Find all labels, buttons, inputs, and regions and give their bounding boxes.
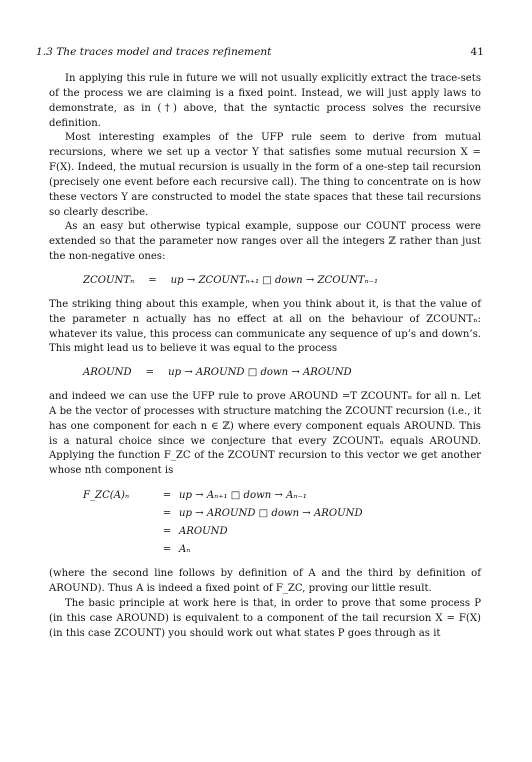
aligned-derivation <box>83 489 481 557</box>
paragraph-1: In applying this rule in future we will not usually explicitly extract the trace-sets of the process we are claiming is a fixed point. Instead, we will just apply laws to demonstrate, as in (†) above, that the syntactic process solves the recursive definition. <box>49 73 481 129</box>
equals-sign: = <box>162 525 172 537</box>
paragraph-3: As an easy but otherwise typical example, suppose our COUNT process were extended so that the parameter now ranges over all the integers ℤ rather than just the non-negative ones: <box>49 221 481 263</box>
page-number: 41 <box>470 46 484 58</box>
paragraph-4: The striking thing about this example, when you think about it, is that the value of the parameter n actually has no effect at all on the behaviour of ZCOUNTₙ: whatever its value, this process can communicate any sequence of up’s and down’s. This might lead us to believe it was equal to the process <box>49 298 481 355</box>
paragraph-2: Most interesting examples of the UFP rule seem to derive from mutual recursions, where we set up a vector Y that satisfies some mutual recursion X = F(X). Indeed, the mutual recursion is usually in the form of a one-step tail recursion (precisely one event before each recursive call). The thing to concentrate on is how these vectors Y are constructed to model the state spaces that these tail recursions so clearly describe. <box>49 132 481 218</box>
equation-lhs: AROUND <box>83 367 132 379</box>
derivation-step: up → Aₙ₊₁ □ down → Aₙ₋₁ <box>179 490 307 502</box>
equals-sign: = <box>162 490 172 502</box>
equation-around <box>83 366 481 381</box>
equation-rhs: up → ZCOUNTₙ₊₁ □ down → ZCOUNTₙ₋₁ <box>170 274 379 286</box>
equals-sign: = <box>162 543 172 555</box>
equation-zcount <box>83 274 481 289</box>
derivation-step: up → AROUND □ down → AROUND <box>179 507 363 519</box>
section-title: 1.3 The traces model and traces refinement <box>36 46 272 58</box>
derivation-step: AROUND <box>179 525 228 537</box>
equals-sign: = <box>148 274 157 286</box>
equals-sign: = <box>145 367 155 379</box>
text-body <box>49 72 481 642</box>
running-header <box>36 46 484 58</box>
equation-lhs: ZCOUNTₙ <box>83 274 135 286</box>
equals-sign: = <box>162 507 172 519</box>
equation-rhs: up → AROUND □ down → AROUND <box>168 367 352 379</box>
derivation-step: Aₙ <box>179 543 191 555</box>
paragraph-7: The basic principle at work here is that, in order to prove that some process P (in this case AROUND) is equivalent to a component of the tail recursion X = F(X) (in this case ZCOUNT) you should work out what states P goes through as it <box>49 598 481 639</box>
derivation-lhs: F_ZC(A)ₙ <box>83 490 130 502</box>
paragraph-6: (where the second line follows by definition of A and the third by definition of AROUND). Thus A is indeed a fixed point of F_ZC, proving our little result. <box>49 568 481 595</box>
paragraph-5: and indeed we can use the UFP rule to prove AROUND =T ZCOUNTₙ for all n. Let A be the vector of processes with structure matching the ZCOUNT recursion (i.e., it has one component for each n ∈ ℤ) where every component equals AROUND. This is a natural choice since we conjecture that every ZCOUNTₙ equals AROUND. Applying the function F_ZC of the ZCOUNT recursion to this vector we get another whose nth component is <box>49 391 481 477</box>
